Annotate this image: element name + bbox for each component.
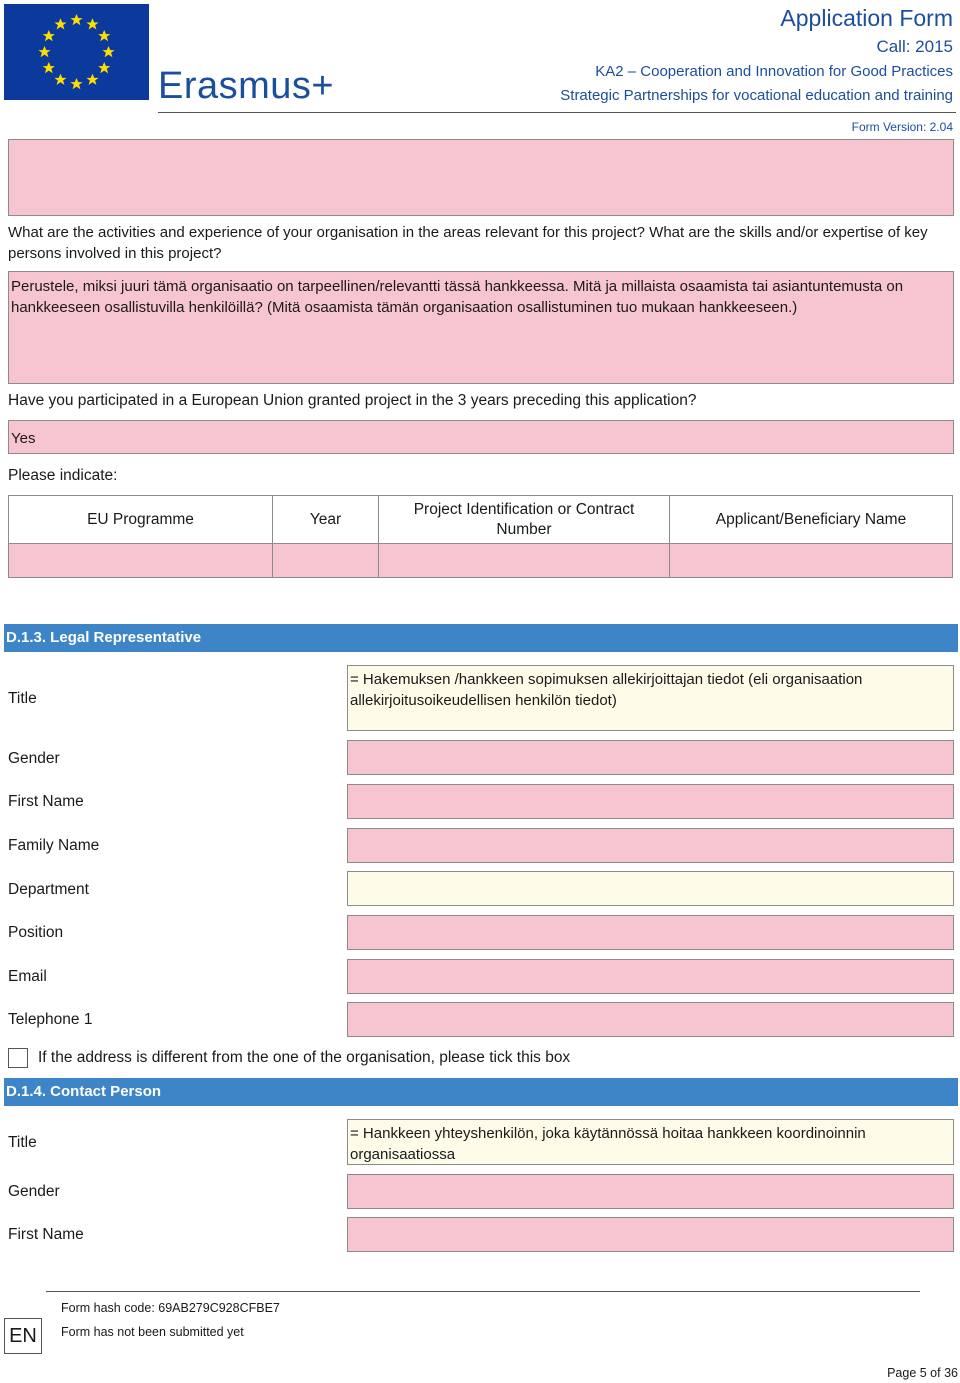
please-indicate-label: Please indicate:	[8, 467, 118, 484]
experience-answer-text: Perustele, miksi juuri tämä organisaatio on tarpeellinen/relevantti tässä hankkeessa. Mitä ja millaista osaamista tai asiantuntemusta on hankkeeseen osallistuvilla henkilöillä? (Mitä osaamista tämän organisaation osallistuminen tuo mukaan hankkeeseen.)	[11, 278, 904, 316]
experience-question: What are the activities and experience of your organisation in the areas relevant for this project? What are the skills and/or expertise of key persons involved in this project?	[8, 224, 928, 262]
legal-title-value: = Hakemuksen /hankkeen sopimuksen allekirjoittajan tiedot (eli organisaation allekirjoitusoikeudellisen henkilön tiedot)	[350, 671, 863, 709]
eu-programme-cell[interactable]	[9, 544, 273, 578]
legal-position-label: Position	[8, 924, 64, 941]
contact-gender-field[interactable]	[347, 1174, 954, 1209]
footer-divider	[46, 1291, 920, 1292]
experience-answer-field[interactable]	[8, 271, 954, 384]
contact-title-field[interactable]	[347, 1119, 954, 1165]
legal-department-field[interactable]	[347, 871, 954, 906]
eu-participation-question: Have you participated in a European Union granted project in the 3 years preceding this application?	[8, 392, 697, 409]
language-badge: EN	[4, 1318, 42, 1354]
contact-gender-label: Gender	[8, 1183, 60, 1200]
legal-gender-label: Gender	[8, 750, 60, 767]
previous-answer-field[interactable]	[8, 139, 954, 216]
column-header-beneficiary: Applicant/Beneficiary Name	[670, 496, 953, 544]
different-address-label: If the address is different from the one of the organisation, please tick this box	[38, 1049, 571, 1066]
contact-first-name-label: First Name	[8, 1226, 84, 1243]
section-legal-representative: D.1.3. Legal Representative	[4, 624, 958, 652]
column-header-eu-programme: EU Programme	[9, 496, 273, 544]
eu-projects-table	[8, 495, 953, 578]
erasmus-logo-text: Erasmus+	[158, 65, 335, 107]
section-contact-person: D.1.4. Contact Person	[4, 1078, 958, 1106]
eu-participation-answer-field[interactable]	[8, 420, 954, 454]
legal-telephone-field[interactable]	[347, 1002, 954, 1037]
contact-title-label: Title	[8, 1134, 37, 1151]
key-action: KA2 – Cooperation and Innovation for Good Practices	[595, 63, 953, 80]
form-title: Application Form	[780, 5, 953, 31]
legal-first-name-label: First Name	[8, 793, 84, 810]
legal-family-name-label: Family Name	[8, 837, 100, 854]
page-number: Page 5 of 36	[887, 1366, 958, 1380]
submission-status: Form has not been submitted yet	[61, 1325, 244, 1339]
eu-flag-logo	[4, 4, 149, 100]
legal-email-label: Email	[8, 968, 47, 985]
legal-family-name-field[interactable]	[347, 828, 954, 863]
legal-position-field[interactable]	[347, 915, 954, 950]
eu-participation-answer: Yes	[11, 430, 36, 447]
form-version: Form Version: 2.04	[851, 120, 953, 134]
legal-title-label: Title	[8, 690, 37, 707]
legal-telephone-label: Telephone 1	[8, 1011, 93, 1028]
different-address-checkbox[interactable]	[8, 1048, 28, 1068]
legal-first-name-field[interactable]	[347, 784, 954, 819]
year-cell[interactable]	[273, 544, 379, 578]
beneficiary-cell[interactable]	[670, 544, 953, 578]
legal-title-field[interactable]	[347, 665, 954, 731]
column-header-project-id: Project Identification or Contract Number	[379, 496, 670, 544]
legal-department-label: Department	[8, 881, 89, 898]
sub-action: Strategic Partnerships for vocational education and training	[560, 87, 953, 104]
eu-stars-icon	[4, 4, 149, 100]
legal-gender-field[interactable]	[347, 740, 954, 775]
header-divider	[158, 112, 956, 113]
table-header-row	[9, 496, 953, 544]
column-header-year: Year	[273, 496, 379, 544]
legal-email-field[interactable]	[347, 959, 954, 994]
project-id-cell[interactable]	[379, 544, 670, 578]
form-hash-code: Form hash code: 69AB279C928CFBE7	[61, 1301, 280, 1315]
contact-title-value: = Hankkeen yhteyshenkilön, joka käytännössä hoitaa hankkeen koordinoinnin organisaatiossa	[350, 1125, 866, 1163]
call-year: Call: 2015	[876, 37, 953, 56]
table-row	[9, 544, 953, 578]
contact-first-name-field[interactable]	[347, 1217, 954, 1252]
